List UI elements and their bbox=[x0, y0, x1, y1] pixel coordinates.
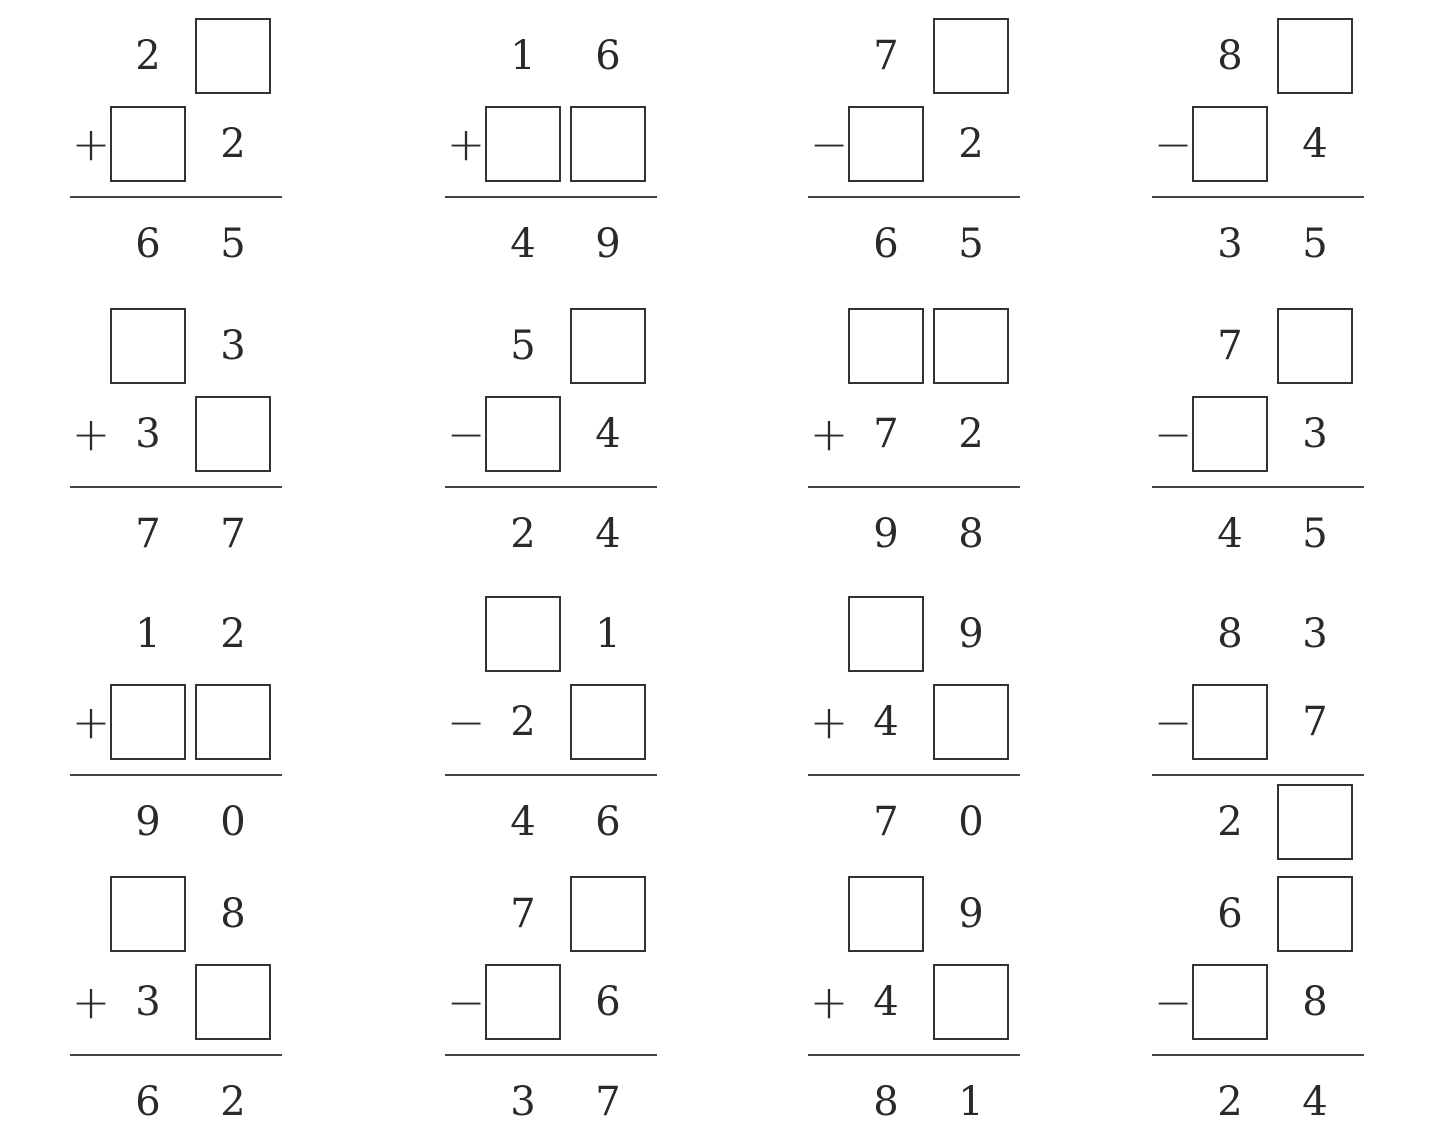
plus-sign: + bbox=[71, 975, 111, 1029]
digit: 2 bbox=[958, 411, 984, 457]
digit: 7 bbox=[595, 1079, 621, 1125]
sum-line bbox=[1152, 196, 1364, 198]
sum-line bbox=[445, 1054, 657, 1056]
answer-box[interactable] bbox=[933, 964, 1009, 1040]
digit: 2 bbox=[1217, 1079, 1243, 1125]
digit: 1 bbox=[958, 1079, 984, 1125]
digit: 6 bbox=[135, 1079, 161, 1125]
digit: 8 bbox=[873, 1079, 899, 1125]
answer-box[interactable] bbox=[1277, 18, 1353, 94]
answer-box[interactable] bbox=[195, 396, 271, 472]
digit: 4 bbox=[595, 511, 621, 557]
answer-box[interactable] bbox=[1277, 876, 1353, 952]
answer-box[interactable] bbox=[848, 876, 924, 952]
digit: 9 bbox=[958, 891, 984, 937]
sum-line bbox=[1152, 486, 1364, 488]
answer-box[interactable] bbox=[933, 684, 1009, 760]
digit: 3 bbox=[1302, 611, 1328, 657]
problem-13 bbox=[70, 876, 370, 1146]
answer-box[interactable] bbox=[848, 106, 924, 182]
digit: 6 bbox=[135, 221, 161, 267]
answer-box[interactable] bbox=[1192, 106, 1268, 182]
digit: 9 bbox=[595, 221, 621, 267]
digit: 7 bbox=[1217, 323, 1243, 369]
answer-box[interactable] bbox=[485, 396, 561, 472]
minus-sign: − bbox=[1153, 695, 1193, 749]
sum-line bbox=[808, 774, 1020, 776]
digit: 1 bbox=[595, 611, 621, 657]
digit: 7 bbox=[873, 33, 899, 79]
digit: 5 bbox=[1302, 221, 1328, 267]
sum-line bbox=[445, 774, 657, 776]
problem-15 bbox=[808, 876, 1108, 1146]
digit: 2 bbox=[510, 699, 536, 745]
digit: 7 bbox=[220, 511, 246, 557]
sum-line bbox=[808, 486, 1020, 488]
digit: 8 bbox=[1302, 979, 1328, 1025]
answer-box[interactable] bbox=[195, 964, 271, 1040]
minus-sign: − bbox=[1153, 117, 1193, 171]
digit: 3 bbox=[1217, 221, 1243, 267]
digit: 7 bbox=[1302, 699, 1328, 745]
digit: 3 bbox=[135, 411, 161, 457]
problem-16 bbox=[1152, 876, 1431, 1146]
minus-sign: − bbox=[809, 117, 849, 171]
answer-box[interactable] bbox=[485, 964, 561, 1040]
answer-box[interactable] bbox=[1277, 784, 1353, 860]
answer-box[interactable] bbox=[195, 18, 271, 94]
digit: 9 bbox=[135, 799, 161, 845]
answer-box[interactable] bbox=[570, 106, 646, 182]
answer-box[interactable] bbox=[848, 596, 924, 672]
minus-sign: − bbox=[446, 975, 486, 1029]
sum-line bbox=[70, 1054, 282, 1056]
plus-sign: + bbox=[809, 975, 849, 1029]
digit: 4 bbox=[1302, 121, 1328, 167]
sum-line bbox=[1152, 774, 1364, 776]
answer-box[interactable] bbox=[933, 308, 1009, 384]
answer-box[interactable] bbox=[933, 18, 1009, 94]
digit: 1 bbox=[510, 33, 536, 79]
digit: 5 bbox=[958, 221, 984, 267]
digit: 2 bbox=[510, 511, 536, 557]
answer-box[interactable] bbox=[195, 684, 271, 760]
digit: 6 bbox=[595, 979, 621, 1025]
answer-box[interactable] bbox=[110, 106, 186, 182]
sum-line bbox=[70, 774, 282, 776]
answer-box[interactable] bbox=[485, 596, 561, 672]
problem-4 bbox=[1152, 18, 1431, 288]
sum-line bbox=[445, 486, 657, 488]
digit: 6 bbox=[595, 33, 621, 79]
digit: 2 bbox=[135, 33, 161, 79]
digit: 9 bbox=[873, 511, 899, 557]
answer-box[interactable] bbox=[570, 876, 646, 952]
sum-line bbox=[808, 196, 1020, 198]
digit: 7 bbox=[873, 411, 899, 457]
minus-sign: − bbox=[446, 407, 486, 461]
problem-1 bbox=[70, 18, 370, 288]
answer-box[interactable] bbox=[485, 106, 561, 182]
plus-sign: + bbox=[446, 117, 486, 171]
digit: 4 bbox=[510, 221, 536, 267]
plus-sign: + bbox=[71, 407, 111, 461]
problem-5 bbox=[70, 308, 370, 578]
plus-sign: + bbox=[71, 117, 111, 171]
problem-11 bbox=[808, 596, 1108, 866]
digit: 8 bbox=[958, 511, 984, 557]
answer-box[interactable] bbox=[110, 876, 186, 952]
digit: 6 bbox=[595, 799, 621, 845]
digit: 6 bbox=[1217, 891, 1243, 937]
digit: 3 bbox=[220, 323, 246, 369]
digit: 2 bbox=[958, 121, 984, 167]
answer-box[interactable] bbox=[1192, 684, 1268, 760]
problem-14 bbox=[445, 876, 745, 1146]
digit: 2 bbox=[220, 1079, 246, 1125]
digit: 8 bbox=[1217, 611, 1243, 657]
plus-sign: + bbox=[809, 695, 849, 749]
digit: 9 bbox=[958, 611, 984, 657]
digit: 5 bbox=[220, 221, 246, 267]
digit: 2 bbox=[220, 121, 246, 167]
digit: 7 bbox=[510, 891, 536, 937]
problem-12 bbox=[1152, 596, 1431, 866]
problem-2 bbox=[445, 18, 745, 288]
digit: 4 bbox=[873, 699, 899, 745]
digit: 4 bbox=[595, 411, 621, 457]
sum-line bbox=[1152, 1054, 1364, 1056]
digit: 0 bbox=[220, 799, 246, 845]
problem-7 bbox=[808, 308, 1108, 578]
digit: 7 bbox=[135, 511, 161, 557]
problem-9 bbox=[70, 596, 370, 866]
answer-box[interactable] bbox=[848, 308, 924, 384]
digit: 2 bbox=[1217, 799, 1243, 845]
answer-box[interactable] bbox=[1277, 308, 1353, 384]
problem-8 bbox=[1152, 308, 1431, 578]
problem-10 bbox=[445, 596, 745, 866]
minus-sign: − bbox=[1153, 975, 1193, 1029]
digit: 3 bbox=[510, 1079, 536, 1125]
digit: 6 bbox=[873, 221, 899, 267]
sum-line bbox=[70, 196, 282, 198]
answer-box[interactable] bbox=[1192, 396, 1268, 472]
digit: 0 bbox=[958, 799, 984, 845]
digit: 4 bbox=[510, 799, 536, 845]
digit: 2 bbox=[220, 611, 246, 657]
answer-box[interactable] bbox=[570, 308, 646, 384]
digit: 7 bbox=[873, 799, 899, 845]
minus-sign: − bbox=[1153, 407, 1193, 461]
digit: 3 bbox=[135, 979, 161, 1025]
sum-line bbox=[445, 196, 657, 198]
sum-line bbox=[808, 1054, 1020, 1056]
digit: 5 bbox=[1302, 511, 1328, 557]
minus-sign: − bbox=[446, 695, 486, 749]
answer-box[interactable] bbox=[1192, 964, 1268, 1040]
digit: 1 bbox=[135, 611, 161, 657]
problem-3 bbox=[808, 18, 1108, 288]
digit: 8 bbox=[1217, 33, 1243, 79]
sum-line bbox=[70, 486, 282, 488]
answer-box[interactable] bbox=[110, 684, 186, 760]
digit: 4 bbox=[873, 979, 899, 1025]
answer-box[interactable] bbox=[570, 684, 646, 760]
plus-sign: + bbox=[71, 695, 111, 749]
plus-sign: + bbox=[809, 407, 849, 461]
digit: 3 bbox=[1302, 411, 1328, 457]
digit: 4 bbox=[1217, 511, 1243, 557]
digit: 8 bbox=[220, 891, 246, 937]
answer-box[interactable] bbox=[110, 308, 186, 384]
digit: 5 bbox=[510, 323, 536, 369]
digit: 4 bbox=[1302, 1079, 1328, 1125]
problem-6 bbox=[445, 308, 745, 578]
